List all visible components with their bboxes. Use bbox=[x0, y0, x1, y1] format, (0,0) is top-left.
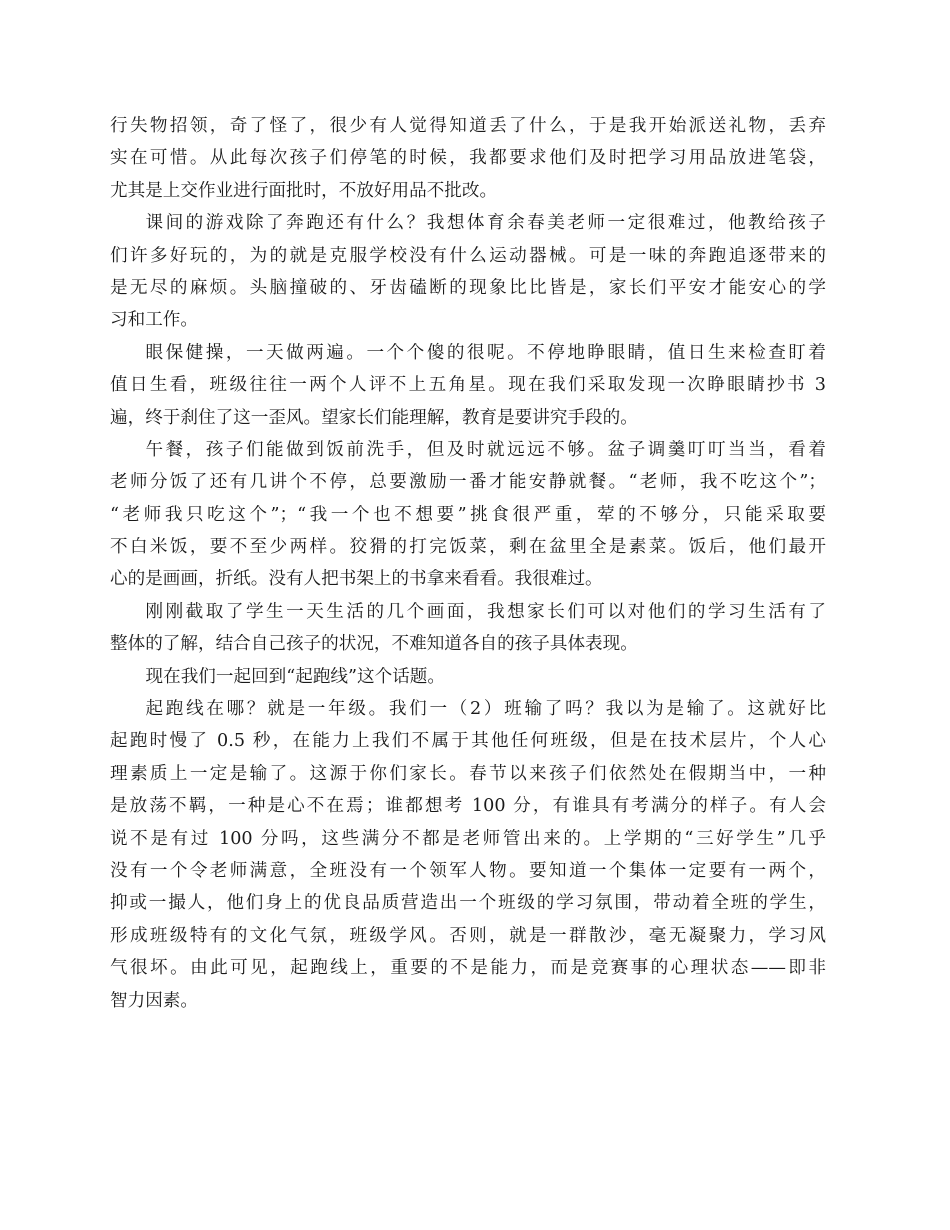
text-line: 气很坏。由此可见，起跑线上，重要的不是能力，而是竞赛事的心理状态——即非 bbox=[110, 958, 826, 979]
text-line: 值日生看，班级往往一两个人评不上五角星。现在我们采取发现一次睁眼睛抄书 3 bbox=[110, 375, 826, 396]
text-line: 是无尽的麻烦。头脑撞破的、牙齿磕断的现象比比皆是，家长们平安才能安心的学 bbox=[110, 277, 826, 298]
text-line: 整体的了解，结合自己孩子的状况，不难知道各自的孩子具体表现。 bbox=[110, 634, 638, 655]
text-line: 智力因素。 bbox=[110, 990, 198, 1011]
text-line: 遍，终于刹住了这一歪风。望家长们能理解，教育是要讲究手段的。 bbox=[110, 407, 638, 428]
text-line: 是放荡不羁，一种是心不在焉；谁都想考 100 分，有谁具有考满分的样子。有人会 bbox=[110, 796, 826, 817]
text-line: 理素质上一定是输了。这源于你们家长。春节以来孩子们依然处在假期当中，一种 bbox=[110, 763, 826, 784]
text-line: 形成班级特有的文化气氛，班级学风。否则，就是一群散沙，毫无凝聚力，学习风 bbox=[110, 925, 826, 946]
text-line: 起跑时慢了 0.5 秒，在能力上我们不属于其他任何班级，但是在技术层片，个人心 bbox=[110, 731, 826, 752]
text-body bbox=[110, 110, 826, 1017]
text-line: “老师我只吃这个”；“我一个也不想要”挑食很严重，荤的不够分，只能采取要 bbox=[110, 504, 826, 525]
paragraph-first-line: 现在我们一起回到“起跑线”这个话题。 bbox=[145, 666, 445, 687]
paragraph-first-line: 课间的游戏除了奔跑还有什么？我想体育余春美老师一定很难过，他教给孩子 bbox=[145, 213, 826, 234]
text-line: 习和工作。 bbox=[110, 310, 198, 331]
paragraph-first-line: 眼保健操，一天做两遍。一个个傻的很呢。不停地睁眼睛，值日生来检查盯着 bbox=[145, 342, 826, 363]
text-line: 实在可惜。从此每次孩子们停笔的时候，我都要求他们及时把学习用品放进笔袋， bbox=[110, 148, 826, 169]
text-line: 心的是画画，折纸。没有人把书架上的书拿来看看。我很难过。 bbox=[110, 569, 603, 590]
text-line: 没有一个令老师满意，全班没有一个领军人物。要知道一个集体一定要有一两个， bbox=[110, 860, 826, 881]
paragraph-first-line: 刚刚截取了学生一天生活的几个画面，我想家长们可以对他们的学习生活有了 bbox=[145, 601, 826, 622]
text-line: 说不是有过 100 分吗，这些满分不都是老师管出来的。上学期的“三好学生”几乎 bbox=[110, 828, 826, 849]
text-line: 们许多好玩的，为的就是克服学校没有什么运动器械。可是一味的奔跑追逐带来的 bbox=[110, 245, 826, 266]
text-line: 行失物招领，奇了怪了，很少有人觉得知道丢了什么，于是我开始派送礼物，丢弃 bbox=[110, 116, 826, 136]
paragraph-first-line: 午餐，孩子们能做到饭前洗手，但及时就远远不够。盆子调羹叮叮当当，看着 bbox=[145, 439, 826, 460]
document-page bbox=[110, 110, 826, 1017]
text-line: 尤其是上交作业进行面批时，不放好用品不批改。 bbox=[110, 180, 498, 201]
text-line: 老师分饭了还有几讲个不停，总要激励一番才能安静就餐。“老师，我不吃这个”； bbox=[110, 472, 826, 493]
text-line: 抑或一撮人，他们身上的优良品质营造出一个班级的学习氛围，带动着全班的学生， bbox=[110, 893, 826, 914]
text-line: 不白米饭，要不至少两样。狡猾的打完饭菜，剩在盆里全是素菜。饭后，他们最开 bbox=[110, 537, 826, 558]
paragraph-first-line: 起跑线在哪？就是一年级。我们一（2）班输了吗？我以为是输了。这就好比 bbox=[145, 699, 826, 720]
